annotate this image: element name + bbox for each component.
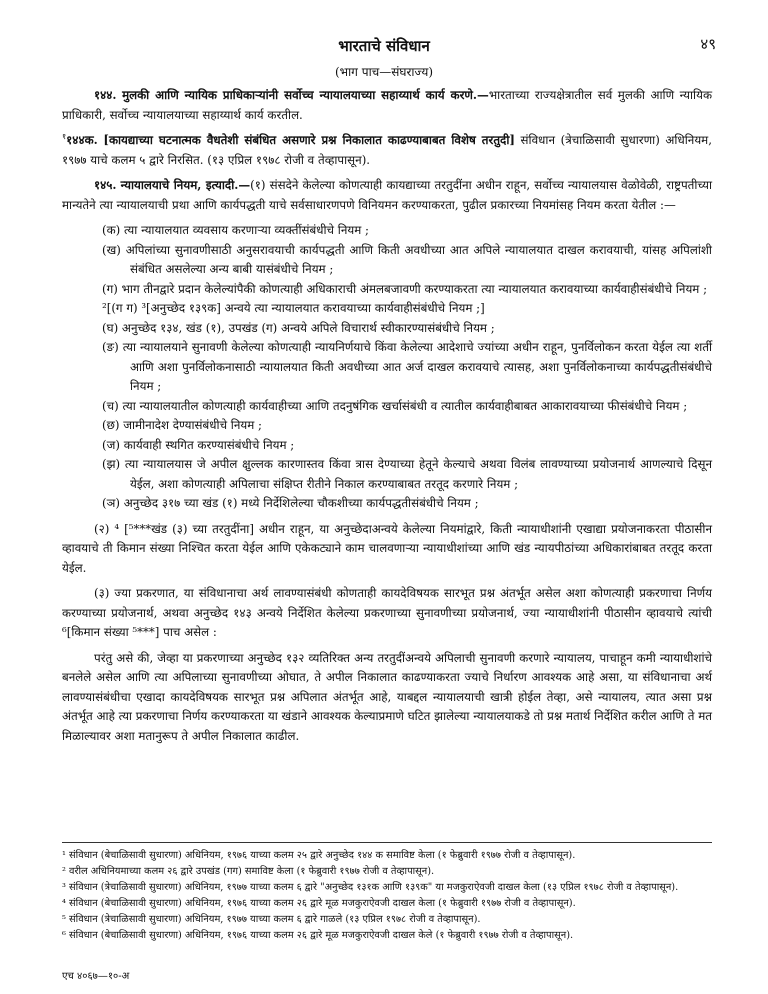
part-subtitle: (भाग पाच—संघराज्य) — [334, 65, 434, 79]
footnotes — [62, 848, 712, 944]
document-body — [62, 86, 712, 752]
article-heading: [कायद्याच्या घटनात्मक वैधतेशी संबंधित असणारे प्रश्न निकालात काढण्याबाबत विशेष तरतुदी] — [103, 133, 515, 147]
list-item: (ज) कार्यवाही स्थगित करण्यासंबंधीचे नियम ; — [102, 437, 295, 452]
footnote-ref: १ — [62, 132, 67, 142]
list-item: (क) त्या न्यायालयात व्यवसाय करणाऱ्या व्यक्तींसंबंधीचे नियम ; — [102, 223, 370, 237]
list-item: (छ) जामीनादेश देण्यासंबंधीचे नियम ; — [102, 418, 263, 432]
footnote: ³ संविधान (त्रेचाळिसावी सुधारणा) अधिनियम, १९७७ याच्या कलम ६ द्वारे "अनुच्छेद १३१क आणि १३९क" या मजकुराऐवजी दाखल केला (१३ एप्रिल १९७८ रोजी व तेव्हापासून). — [62, 882, 679, 893]
footnote: ⁶ संविधान (बेचाळिसावी सुधारणा) अधिनियम, १९७६ याच्या कलम २६ द्वारे मूळ मजकुराऐवजी दाखल केले (१ फेब्रुवारी १९७७ रोजी व तेव्हापासून). — [62, 930, 574, 941]
list-item: (ख) अपिलांच्या सुनावणीसाठी अनुसरावयाची कार्यपद्धती आणि किती अवधीच्या आत अपिले न्यायालयात दाखल करावयाची, यांसह अपिलांशी संबंधित असलेल्या अन्य बाबी यासंबंधीचे नियम ; — [102, 242, 712, 276]
article-number: १४५. — [94, 178, 117, 192]
clause-3: (३) ज्या प्रकरणात, या संविधानाचा अर्थ लावण्यासंबंधी कोणताही कायदेविषयक सारभूत प्रश्न अंतर्भूत असेल अशा कोणत्याही प्रकरणाचा निर्णय करण्याच्या प्रयोजनार्थ, अथवा अनुच्छेद १४३ अन्वये निर्देशित केलेल्या प्रकरणाच्या सुनावणीच्या प्रयोजनार्थ, ज्या न्यायाधीशांनी पीठासीन व्हावयाचे त्यांची ⁶[किमान संख्या ⁵***] पाच असेल : — [62, 586, 712, 639]
article-number: १४४. — [94, 88, 117, 102]
article-144a — [62, 131, 712, 170]
list-item: (च) त्या न्यायालयातील कोणत्याही कार्यवाहीच्या आणि तदनुषंगिक खर्चासंबंधी व त्यातील कार्यवाहीबाबत आकारावयाच्या फीसंबंधीचे नियम ; — [102, 398, 688, 413]
clause-2: (२) ⁴ [⁵***खंड (३) च्या तरतुदींना] अधीन राहून, या अनुच्छेदाअन्वये केलेल्या नियमांद्वारे, किती न्यायाधीशांनी एखाद्या प्रयोजनाकरता पीठासीन व्हावयाचे ती किमान संख्या निश्चित करता येईल आणि एकेकट्याने काम चालवणाऱ्या न्यायाधीशांच्या आणि खंड न्यायपीठांच्या अधिकारांबाबत तरतूद करता येईल. — [62, 521, 712, 575]
footnote: ² वरील अधिनियमाच्या कलम २६ द्वारे उपखंड (गग) समाविष्ट केला (१ फेब्रुवारी १९७७ रोजी व तेव्हापासून). — [62, 866, 435, 877]
article-144 — [62, 86, 712, 125]
printer-imprint: एच ४०६७—१०-अ — [62, 971, 130, 982]
list-item: ²[(ग ग) ³[अनुच्छेद १३९क] अन्वये त्या न्यायालयात करावयाच्या कार्यवाहीसंबंधीचे नियम ;] — [102, 301, 485, 315]
list-item: (ग) भाग तीनद्वारे प्रदान केलेल्यांपैकी कोणत्याही अधिकाराची अंमलबजावणी करण्याकरता त्या न्यायालयात करावयाच्या कार्यवाहीसंबंधीचे नियम ; — [102, 281, 708, 296]
footnote-divider — [62, 842, 712, 843]
proviso: परंतु असे की, जेव्हा या प्रकरणाच्या अनुच्छेद १३२ व्यतिरिक्त अन्य तरतुदींअन्वये अपिलाची सुनावणी करणारे न्यायालय, पाचाहून कमी न्यायाधीशांचे बनलेले असेल आणि त्या अपिलाच्या सुनावणीच्या ओघात, ते अपील निकालात काढण्याकरता ज्याचे निर्धारण आवश्यक आहे असा, या संविधानाचा अर्थ लावण्यासंबंधीचा एखादा कायदेविषयक सारभूत प्रश्न अपिलात अंतर्भूत आहे, याबद्दल न्यायालयाची खात्री होईल तेव्हा, असे न्यायालय, त्यात असा प्रश्न अंतर्भूत आहे त्या प्रकरणाचा निर्णय करण्याकरता या खंडाने आवश्यक केल्याप्रमाणे घटित झालेल्या न्यायालयाकडे तो प्रश्न मतार्थ निर्देशित करील आणि ते मत मिळाल्यावर अशा मतानुरूप ते अपील निकालात काढील. — [62, 650, 712, 743]
list-item: (ञ) अनुच्छेद ३१७ च्या खंड (१) मध्ये निर्देशिलेल्या चौकशीच्या कार्यपद्धतीसंबंधीचे नियम ; — [102, 496, 479, 510]
page-number: ४९ — [700, 35, 716, 53]
footnote: ⁵ संविधान (त्रेचाळिसावी सुधारणा) अधिनियम, १९७७ याच्या कलम ६ द्वारे गाळले (१३ एप्रिल १९७८ रोजी व तेव्हापासून). — [62, 914, 481, 925]
article-heading: मुलकी आणि न्यायिक प्राधिकाऱ्यांनी सर्वोच्च न्यायालयाच्या सहाय्यार्थ कार्य करणे.— — [122, 88, 489, 102]
article-text: (१) संसदेने केलेल्या कोणत्याही कायद्याच्या तरतुदींना अधीन राहून, सर्वोच्च न्यायालयास वेळोवेळी, राष्ट्रपतीच्या मान्यतेने त्या न्यायालयाची प्रथा आणि कार्यपद्धती याचे सर्वसाधारणपणे विनियमन करण्याकरता, पुढील प्रकारच्या नियमांसह नियम करता येतील :— — [62, 178, 713, 212]
article-heading: न्यायालयाचे नियम, इत्यादी.— — [120, 178, 251, 192]
footnote: ⁴ संविधान (बेचाळिसावी सुधारणा) अधिनियम, १९७६ याच्या कलम २६ द्वारे मूळ मजकुराऐवजी दाखल केला (१ फेब्रुवारी १९७७ रोजी व तेव्हापासून). — [62, 898, 576, 909]
list-item: (घ) अनुच्छेद १३४, खंड (१), उपखंड (ग) अन्वये अपिले विचारार्थ स्वीकारण्यासंबंधीचे नियम ; — [102, 320, 495, 335]
footnote: ¹ संविधान (बेचाळिसावी सुधारणा) अधिनियम, १९७६ याच्या कलम २५ द्वारे अनुच्छेद १४४ क समाविष्ट केला (१ फेब्रुवारी १९७७ रोजी व तेव्हापासून). — [62, 850, 576, 861]
list-item: (ङ) त्या न्यायालयाने सुनावणी केलेल्या कोणत्याही न्यायनिर्णयाचे किंवा केलेल्या आदेशाचे ज्यांच्या अधीन राहून, पुनर्विलोकन करता येईल त्या शर्ती आणि अशा पुनर्विलोकनासाठी न्यायालयात किती अवधीच्या आत अर्ज दाखल करावयाचे त्यासह, अशा पुनर्विलोकनाच्या कार्यपद्धतीसंबंधीचे नियम ; — [102, 340, 712, 393]
article-number: १४४क. — [66, 133, 98, 147]
rule-list — [62, 221, 712, 514]
article-text: संविधान (त्रेचाळिसावी सुधारणा) अधिनियम, १९७७ याचे कलम ५ द्वारे निरसित. (१३ एप्रिल १९७८ रोजी व तेव्हापासून). — [62, 133, 712, 167]
list-item: (झ) त्या न्यायालयास जे अपील क्षुल्लक कारणास्तव किंवा त्रास देण्याच्या हेतूने केल्याचे अथवा विलंब लावण्याच्या प्रयोजनार्थ आणल्याचे दिसून येईल, अशा कोणत्याही अपिलाचा संक्षिप्त रीतीने निकाल करण्याबाबत तरतूद करणारे नियम ; — [102, 457, 712, 491]
article-145 — [62, 176, 712, 215]
article-text: भारताच्या राज्यक्षेत्रातील सर्व मुलकी आणि न्यायिक प्राधिकारी, सर्वोच्च न्यायालयाच्या सहाय्यार्थ कार्य करतील. — [62, 88, 713, 122]
page-title: भारताचे संविधान — [338, 37, 430, 55]
